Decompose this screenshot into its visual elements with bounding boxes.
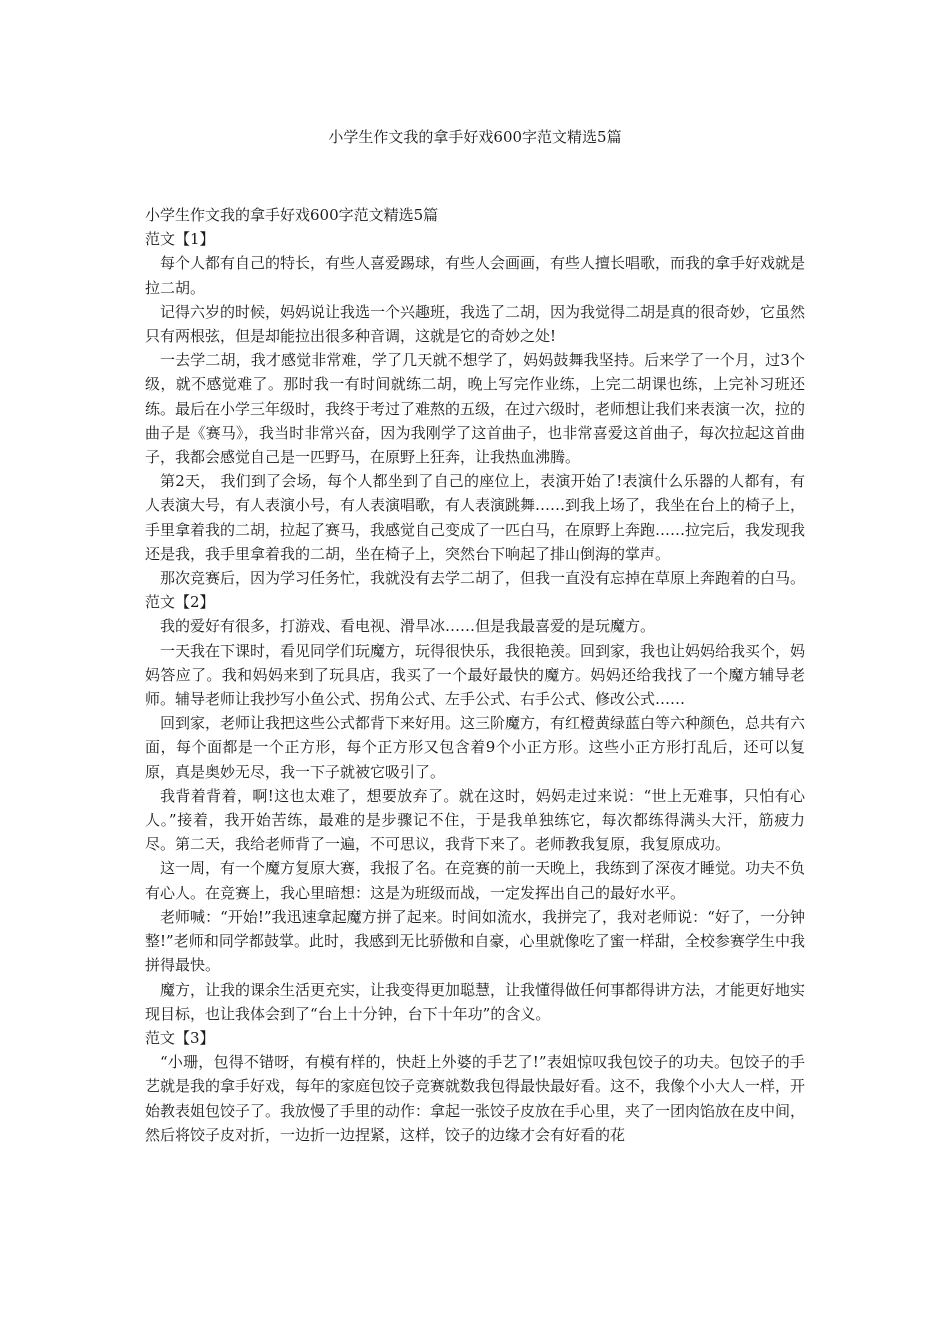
document-subtitle: 小学生作文我的拿手好戏600字范文精选5篇 — [145, 206, 439, 224]
paragraph: 那次竞赛后，因为学习任务忙，我就没有去学二胡了，但我一直没有忘掉在草原上奔跑着的白马。 — [160, 569, 806, 588]
paragraph: “小珊，包得不错呀，有模有样的，快赶上外婆的手艺了!”表姐惊叹我包饺子的功夫。包饺子的手艺就是我的拿手好戏，每年的家庭包饺子竞赛就数我包得最快最好看。这不，我像个小大人一样，开始教表姐包饺子了。我放慢了手里的动作：拿起一张饺子皮放在手心里，夹了一团肉馅放在皮中间，然后将饺子皮对折，一边折一边捏紧，这样，饺子的边缘才会有好看的花 — [145, 1053, 806, 1144]
paragraph-list — [145, 227, 805, 1147]
paragraph: 一天我在下课时，看见同学们玩魔方，玩得很快乐，我很艳羡。回到家，我也让妈妈给我买个，妈妈答应了。我和妈妈来到了玩具店，我买了一个最好最快的魔方。妈妈还给我找了一个魔方辅导老师。辅导老师让我抄写小鱼公式、拐角公式、左手公式、右手公式、修改公式…… — [145, 641, 806, 709]
paragraph: 这一周，有一个魔方复原大赛，我报了名。在竞赛的前一天晚上，我练到了深夜才睡觉。功夫不负有心人。在竞赛上，我心里暗想：这是为班级而战，一定发挥出自己的最好水平。 — [145, 859, 806, 902]
paragraph: 每个人都有自己的特长，有些人喜爱踢球，有些人会画画，有些人擅长唱歌，而我的拿手好戏就是拉二胡。 — [145, 254, 806, 297]
section-heading: 范文【3】 — [145, 1028, 215, 1047]
paragraph: 一去学二胡，我才感觉非常难，学了几天就不想学了，妈妈鼓舞我坚持。后来学了一个月，过3个级，就不感觉难了。那时我一有时间就练二胡，晚上写完作业练，上完二胡课也练，上完补习班还练。最后在小学三年级时，我终于考过了难熬的五级，在过六级时，老师想让我们来表演一次，拉的曲子是《赛马》，我当时非常兴奋，因为我刚学了这首曲子，也非常喜爱这首曲子，每次拉起这首曲子，我都会感觉自己是一匹野马，在原野上狂奔，让我热血沸腾。 — [145, 351, 806, 467]
section-heading: 范文【2】 — [145, 593, 215, 612]
paragraph: 记得六岁的时候，妈妈说让我选一个兴趣班，我选了二胡，因为我觉得二胡是真的很奇妙，它虽然只有两根弦，但是却能拉出很多种音调，这就是它的奇妙之处! — [145, 302, 806, 346]
paragraph: 我的爱好有很多，打游戏、看电视、滑旱冰……但是我最喜爱的是玩魔方。 — [160, 617, 656, 636]
paragraph: 第2天， 我们到了会场，每个人都坐到了自己的座位上，表演开始了!表演什么乐器的人都有，有人表演大号，有人表演小号，有人表演唱歌，有人表演跳舞……到我上场了，我坐在台上的椅子上，手里拿着我的二胡，拉起了赛马，我感觉自己变成了一匹白马，在原野上奔跑……拉完后，我发现我还是我，我手里拿着我的二胡，坐在椅子上，突然台下响起了排山倒海的掌声。 — [145, 472, 806, 563]
paragraph: 我背着背着，啊!这也太难了，想要放弃了。就在这时，妈妈走过来说：“世上无难事，只怕有心人。”接着，我开始苦练，最难的是步骤记不住，于是我单独练它，每次都练得满头大汗，筋疲力尽。第二天，我给老师背了一遍，不可思议，我背下来了。老师教我复原，我复原成功。 — [145, 786, 805, 854]
paragraph: 魔方，让我的课余生活更充实，让我变得更加聪慧，让我懂得做任何事都得讲方法，才能更好地实现目标，也让我体会到了“台上十分钟，台下十年功”的含义。 — [145, 980, 806, 1023]
document-title: 小学生作文我的拿手好戏600字范文精选5篇 — [328, 128, 622, 146]
paragraph: 回到家，老师让我把这些公式都背下来好用。这三阶魔方，有红橙黄绿蓝白等六种颜色，总共有六面，每个面都是一个正方形，每个正方形又包含着9个小正方形。这些小正方形打乱后，还可以复原，真是奥妙无尽，我一下子就被它吸引了。 — [145, 714, 806, 781]
section-heading: 范文【1】 — [145, 230, 215, 249]
paragraph: 老师喊：“开始!”我迅速拿起魔方拼了起来。时间如流水，我拼完了，我对老师说：“好了，一分钟整!”老师和同学都鼓掌。此时，我感到无比骄傲和自豪，心里就像吃了蜜一样甜，全校参赛学生中我拼得最快。 — [145, 907, 805, 975]
document-body — [145, 203, 805, 1147]
